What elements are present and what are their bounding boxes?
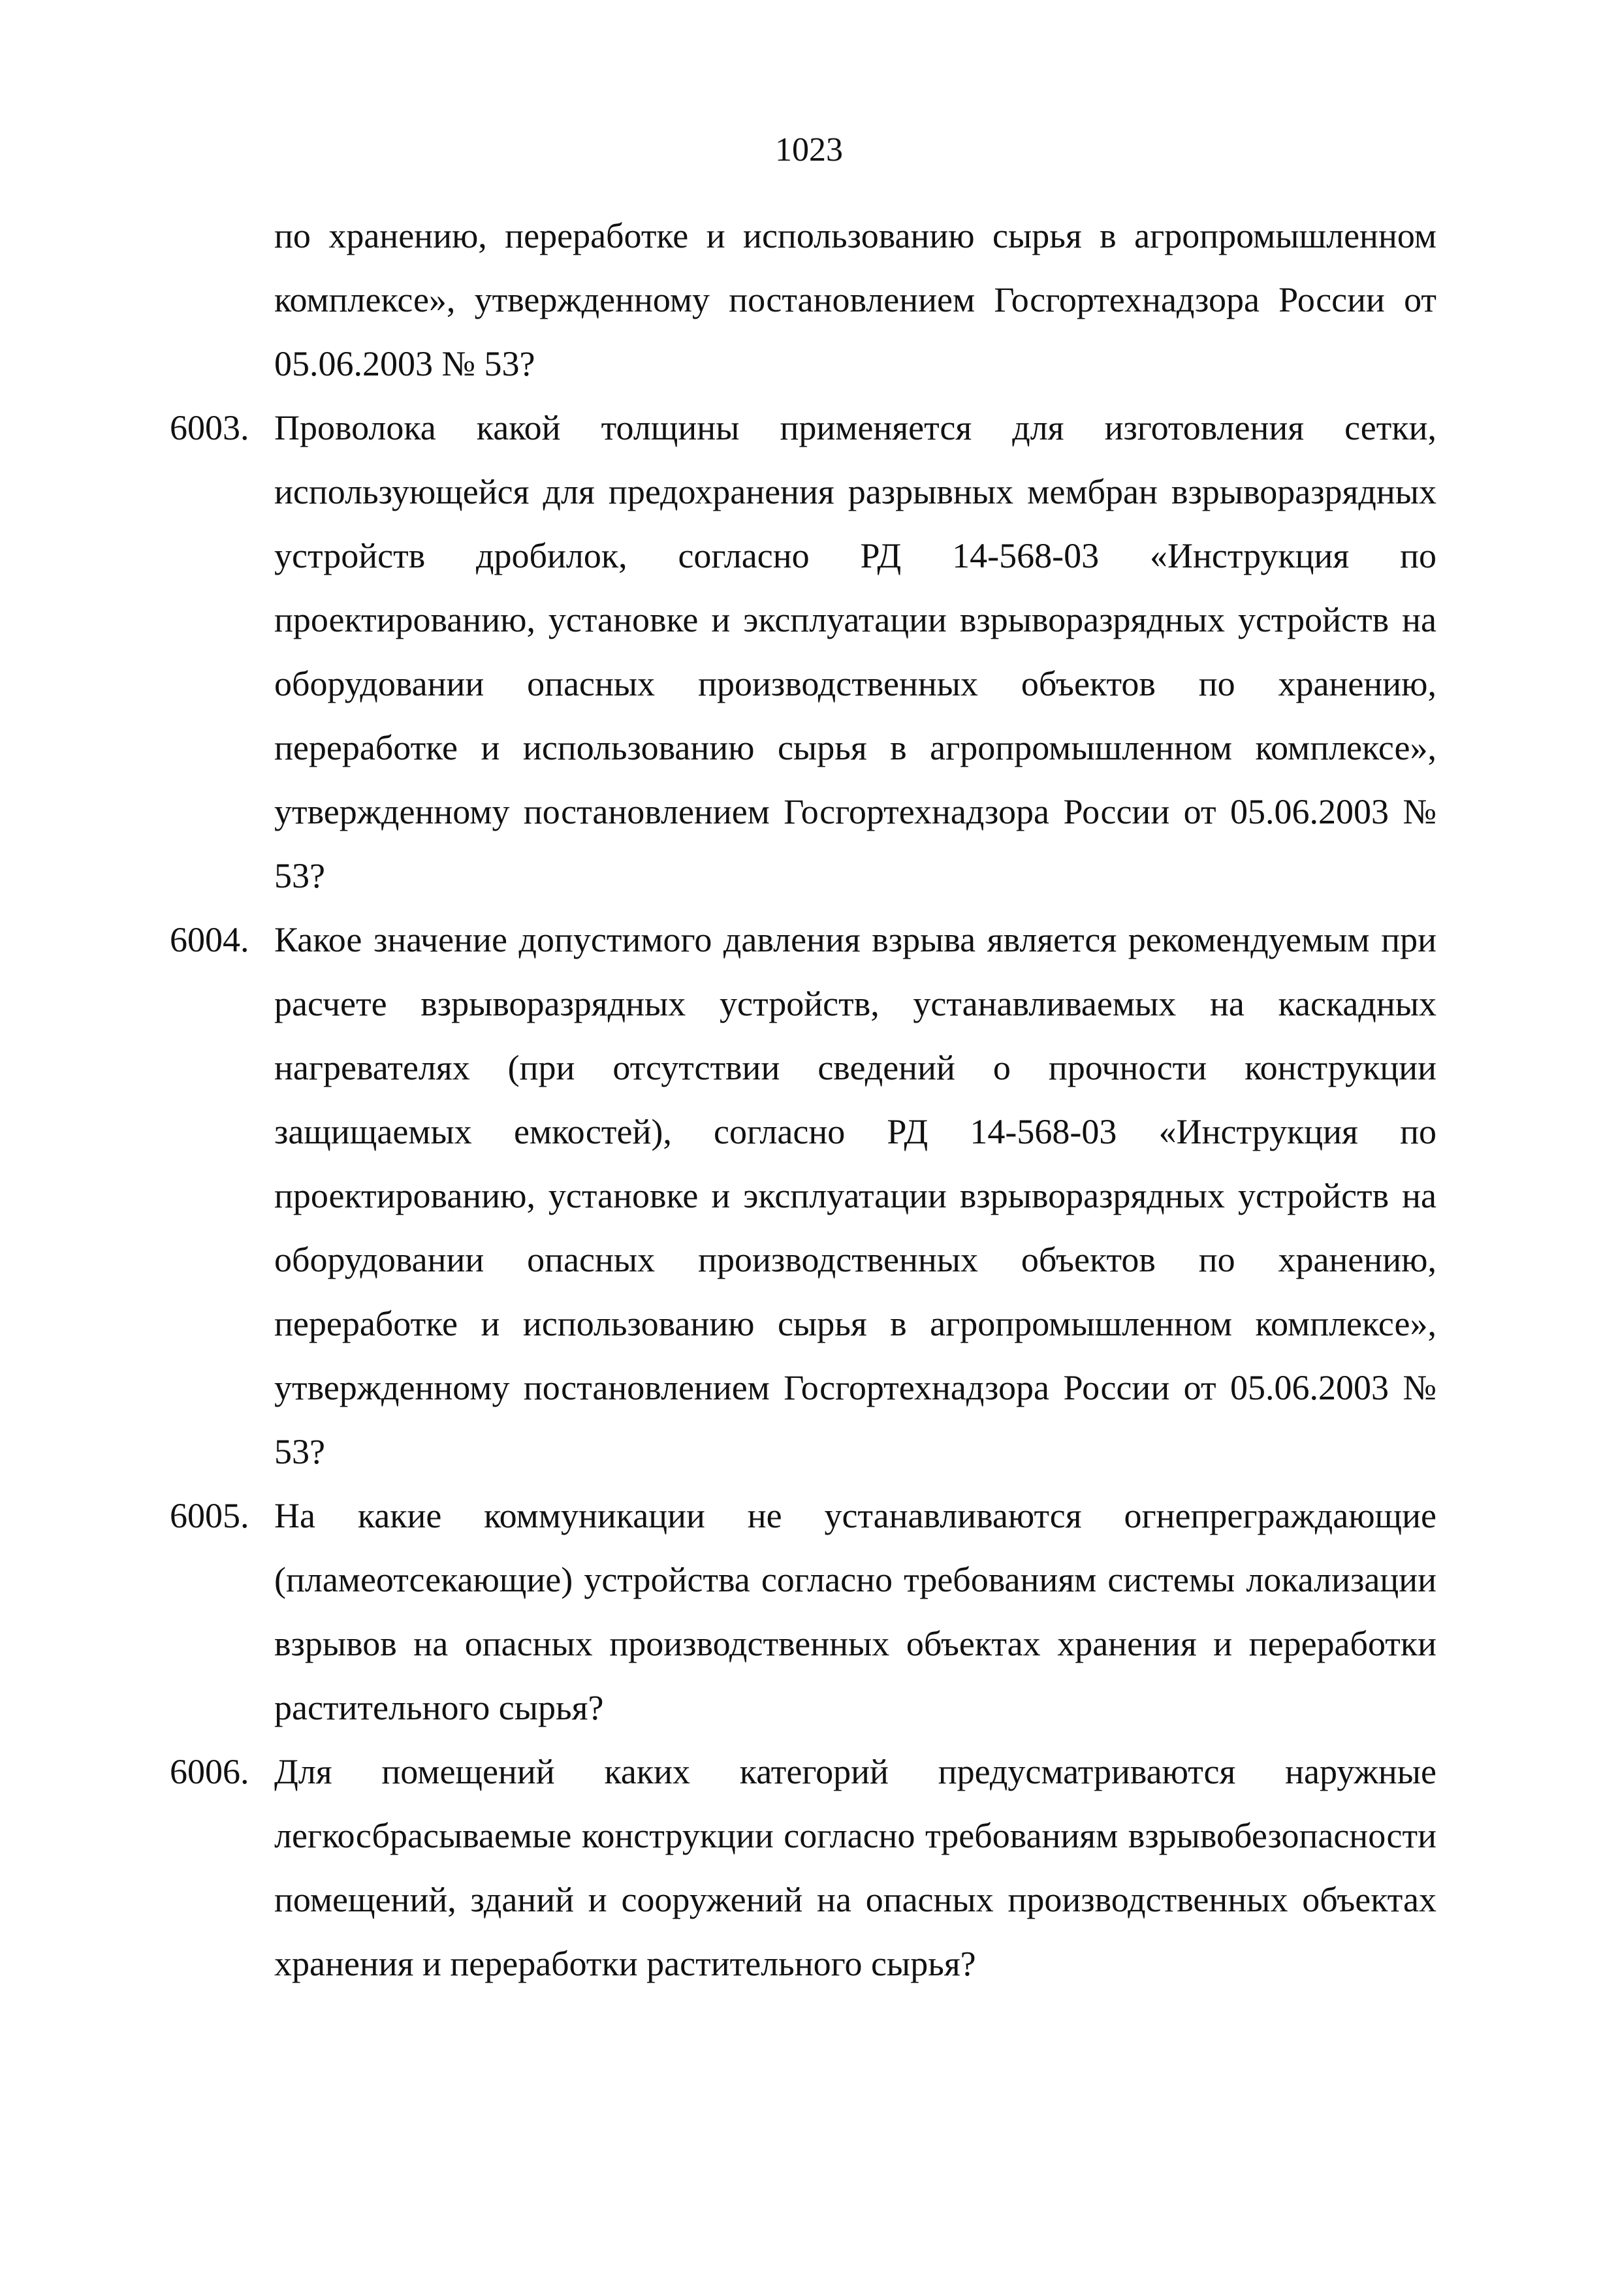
document-body [170,204,1436,1996]
question-number: 6006. [170,1752,249,1791]
question-6006 [170,1740,1436,1996]
question-6005 [170,1484,1436,1740]
question-number: 6003. [170,408,249,447]
question-text: Какое значение допустимого давления взрыва является рекомендуемым при расчете взрыворазрядных устройств, устанавливаемых на каскадных нагревателях (при отсутствии сведений о прочности конструкции защищаемых емкостей), согласно РД 14-568-03 «Инструкция по проектированию, установке и эксплуатации взрыворазрядных устройств на оборудовании опасных производственных объектов по хранению, переработке и использованию сырья в агропромышленном комплексе», утвержденному постановлением Госгортехнадзора России от 05.06.2003 № 53? [274,920,1436,1471]
continuation-text: по хранению, переработке и использованию сырья в агропромышленном комплексе», утвержденному постановлением Госгортехнадзора России от 05.06.2003 № 53? [274,216,1436,383]
question-number: 6005. [170,1496,249,1535]
question-text: Проволока какой толщины применяется для изготовления сетки, использующейся для предохранения разрывных мембран взрыворазрядных устройств дробилок, согласно РД 14-568-03 «Инструкция по проектированию, установке и эксплуатации взрыворазрядных устройств на оборудовании опасных производственных объектов по хранению, переработке и использованию сырья в агропромышленном комплексе», утвержденному постановлением Госгортехнадзора России от 05.06.2003 № 53? [274,408,1436,895]
question-continuation [215,204,1436,396]
question-text: На какие коммуникации не устанавливаются огнепреграждающие (пламеотсекающие) устройства согласно требованиям системы локализации взрывов на опасных производственных объектах хранения и переработки растительного сырья? [274,1496,1436,1727]
question-6004 [170,908,1436,1484]
question-text: Для помещений каких категорий предусматриваются наружные легкосбрасываемые конструкции согласно требованиям взрывобезопасности помещений, зданий и сооружений на опасных производственных объектах хранения и переработки растительного сырья? [274,1752,1436,1983]
question-number: 6004. [170,920,249,959]
question-6003 [170,396,1436,908]
page-number: 1023 [775,131,843,168]
